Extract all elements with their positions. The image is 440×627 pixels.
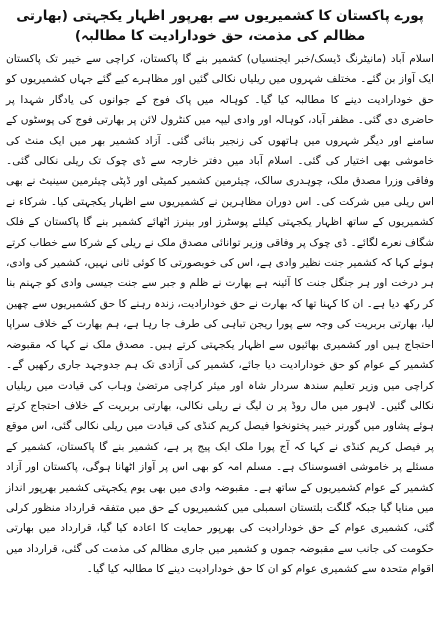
headline: پورے پاکستان کا کشمیریوں سے بھرپور اظہار یکجہتی (بھارتی مظالم کی مذمت، حق خودارادیت کا مطالبہ) — [16, 8, 424, 44]
article-body — [6, 49, 434, 580]
article-paragraph: اسلام آباد (مانیٹرنگ ڈیسک/خبر ایجنسیاں) کشمیر بنے گا پاکستان، کراچی سے خیبر تک پاکستان ایک آواز بن گئے۔ مختلف شہروں میں ریلیاں نکالی گئیں اور مظاہرے کیے گئے جہاں کشمیریوں کو حق خودارادیت دینے کا مطالبہ کیا گیا۔ کوہالہ میں پاک فوج کے جوانوں کی یادگار شہدا پر حاضری دی گئی۔ مظفر آباد، کوہالہ اور وادی لیپہ میں کنٹرول لائن پر بھارتی فوج کی پوسٹوں کے سامنے اور دیگر شہروں میں ہاتھوں کی زنجیر بنائی گئی۔ آزاد کشمیر بھر میں ایک منٹ کی خاموشی بھی اختیار کی گئی۔ اسلام آباد میں دفتر خارجہ سے ڈی چوک تک ریلی نکالی گئی۔ وفاقی وزرا مصدق ملک، چوہدری سالک، چیئرمین کشمیر کمیٹی اور ڈپٹی چیئرمین سینیٹ نے بھی اس ریلی میں شرکت کی۔ اس دوران مظاہرین نے کشمیریوں سے اظہار یکجہتی کیا۔ شرکاء نے کشمیریوں کے ساتھ اظہار یکجہتی کیلئے پوسٹرز اور بینرز اٹھائے کشمیر بنے گا پاکستان کے فلک شگاف نعرے لگائے۔ ڈی چوک پر وفاقی وزیر توانائی مصدق ملک نے ریلی کے شرکا سے خطاب کرتے ہوئے کہا کہ کشمیر جنت نظیر وادی ہے، اس کی خوبصورتی کا کوئی ثانی نہیں، کشمیر کی وادی، ہر درخت اور ہر جنگل جنت کا آئینہ ہے بھارت نے ظلم و جبر سے جنت جیسی وادی کو جہنم بنا کر رکھ دیا ہے۔ ان کا کہنا تھا کہ بھارت نے حق خودارادیت، زندہ رہنے کا حق کشمیریوں سے چھین لیا، بھارتی بربریت کی وجہ سے پورا ریجن تباہی کی طرف جا رہا ہے، ہم بھارت کے خلاف سراپا احتجاج ہیں اور کشمیری بھائیوں سے اظہار یکجہتی کرتے ہیں۔ مصدق ملک نے کہا کہ مقبوضہ کشمیر کے عوام کو حق خودارادیت دیا جائے، کشمیر کی آزادی تک ہم جدوجہد جاری رکھیں گے۔ کراچی میں وزیر تعلیم سندھ سردار شاہ اور میئر کراچی مرتضیٰ وہاب کی قیادت میں ریلیاں نکالی گئیں۔ لاہور میں مال روڈ پر ن لیگ نے ریلی نکالی، بھارتی بربریت کے خلاف احتجاج کرتے ہوئے پشاور میں گورنر خیبر پختونخوا فیصل کریم کنڈی کی قیادت میں ریلی نکالی گئی، اس موقع پر فیصل کریم کنڈی نے کہا کہ آج پورا ملک ایک پیج پر ہے، کشمیر بنے گا پاکستان، کشمیر کے مسئلے پر خاموشی افسوسناک ہے۔ مسلم امہ کو بھی اس پر آواز اٹھانا ہوگی، پاکستان اور آزاد کشمیر کے عوام کشمیریوں کے ساتھ ہے۔ مقبوضہ وادی میں بھی یوم یکجہتی کشمیر بھرپور انداز میں منایا گیا جبکہ گلگت بلتستان اسمبلی میں کشمیریوں کے حق میں متفقہ قرارداد منظور کرلی گئی، کشمیری عوام کے حق خودارادیت کی بھرپور حمایت کا اعادہ کیا گیا، قرارداد میں بھارتی حکومت کی جانب سے مقبوضہ جموں و کشمیر میں جاری مظالم کی مذمت کی گئی، قرارداد میں اقوام متحدہ سے کشمیری عوام کو ان کا حق خودارادیت دینے کا مطالبہ کیا گیا۔ — [6, 53, 434, 576]
